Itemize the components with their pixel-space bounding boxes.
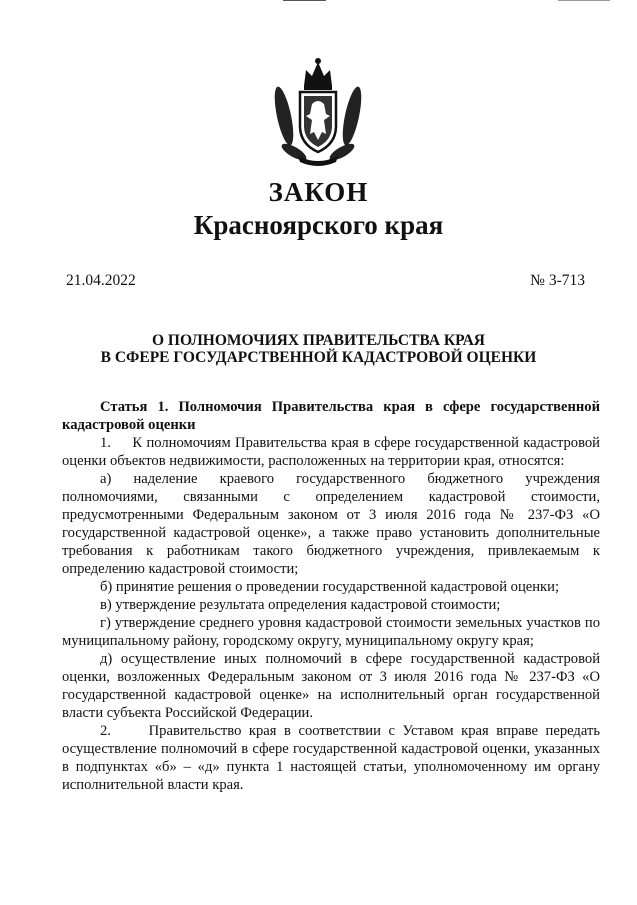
article-1-paragraph-1: 1. К полномочиям Правительства края в сфере государственной кадастровой оценки объектов недвижимости, расположенных на территории края, относятся: <box>62 435 600 469</box>
article-1-item-v: в) утверждение результата определения кадастровой стоимости; <box>100 597 501 613</box>
law-title-line-1: О ПОЛНОМОЧИЯХ ПРАВИТЕЛЬСТВА КРАЯ <box>151 332 485 349</box>
law-date: 21.04.2022 <box>66 272 136 289</box>
scan-artifact-line <box>558 0 610 1</box>
document-type-title: ЗАКОН <box>268 177 369 207</box>
article-1-item-d: д) осуществление иных полномочий в сфере государственной кадастровой оценки, возложенных Федеральным законом от 3 июля 2016 года № 237-ФЗ «О государственной кадастровой оценке» на исполнительный орган государственной власти субъекта Российской Федерации. <box>62 651 600 721</box>
article-1-item-a: а) наделение краевого государственного бюджетного учреждения полномочиями, связанными с определением кадастровой стоимости, предусмотренными Федеральным законом от 3 июля 2016 года № 237-ФЗ «О государственной кадастровой оценке», а также право установить дополнительные требования к работникам такого бюджетного учреждения, привлекаемым к определению кадастровой стоимости; <box>62 471 600 577</box>
law-number: № 3-713 <box>530 272 585 289</box>
region-title: Красноярского края <box>193 210 444 240</box>
law-body <box>62 398 600 794</box>
law-title-line-2: В СФЕРЕ ГОСУДАРСТВЕННОЙ КАДАСТРОВОЙ ОЦЕНКИ <box>100 349 537 366</box>
krasnoyarsk-coat-of-arms-icon <box>270 56 366 170</box>
scan-artifact-line <box>283 0 326 1</box>
article-1-paragraph-2: 2. Правительство края в соответствии с Уставом края вправе передать осуществление полномочий в сфере государственной кадастровой оценки, указанных в подпунктах «б» – «д» пункта 1 настоящей статьи, уполномоченному им органу исполнительной власти края. <box>62 723 600 793</box>
article-1-heading: Статья 1. Полномочия Правительства края в сфере государственной кадастровой оценки <box>62 399 600 433</box>
article-1-item-b: б) принятие решения о проведении государственной кадастровой оценки; <box>100 579 560 595</box>
article-1-item-g: г) утверждение среднего уровня кадастровой стоимости земельных участков по муниципальному району, городскому округу, муниципальному округу края; <box>62 615 600 649</box>
